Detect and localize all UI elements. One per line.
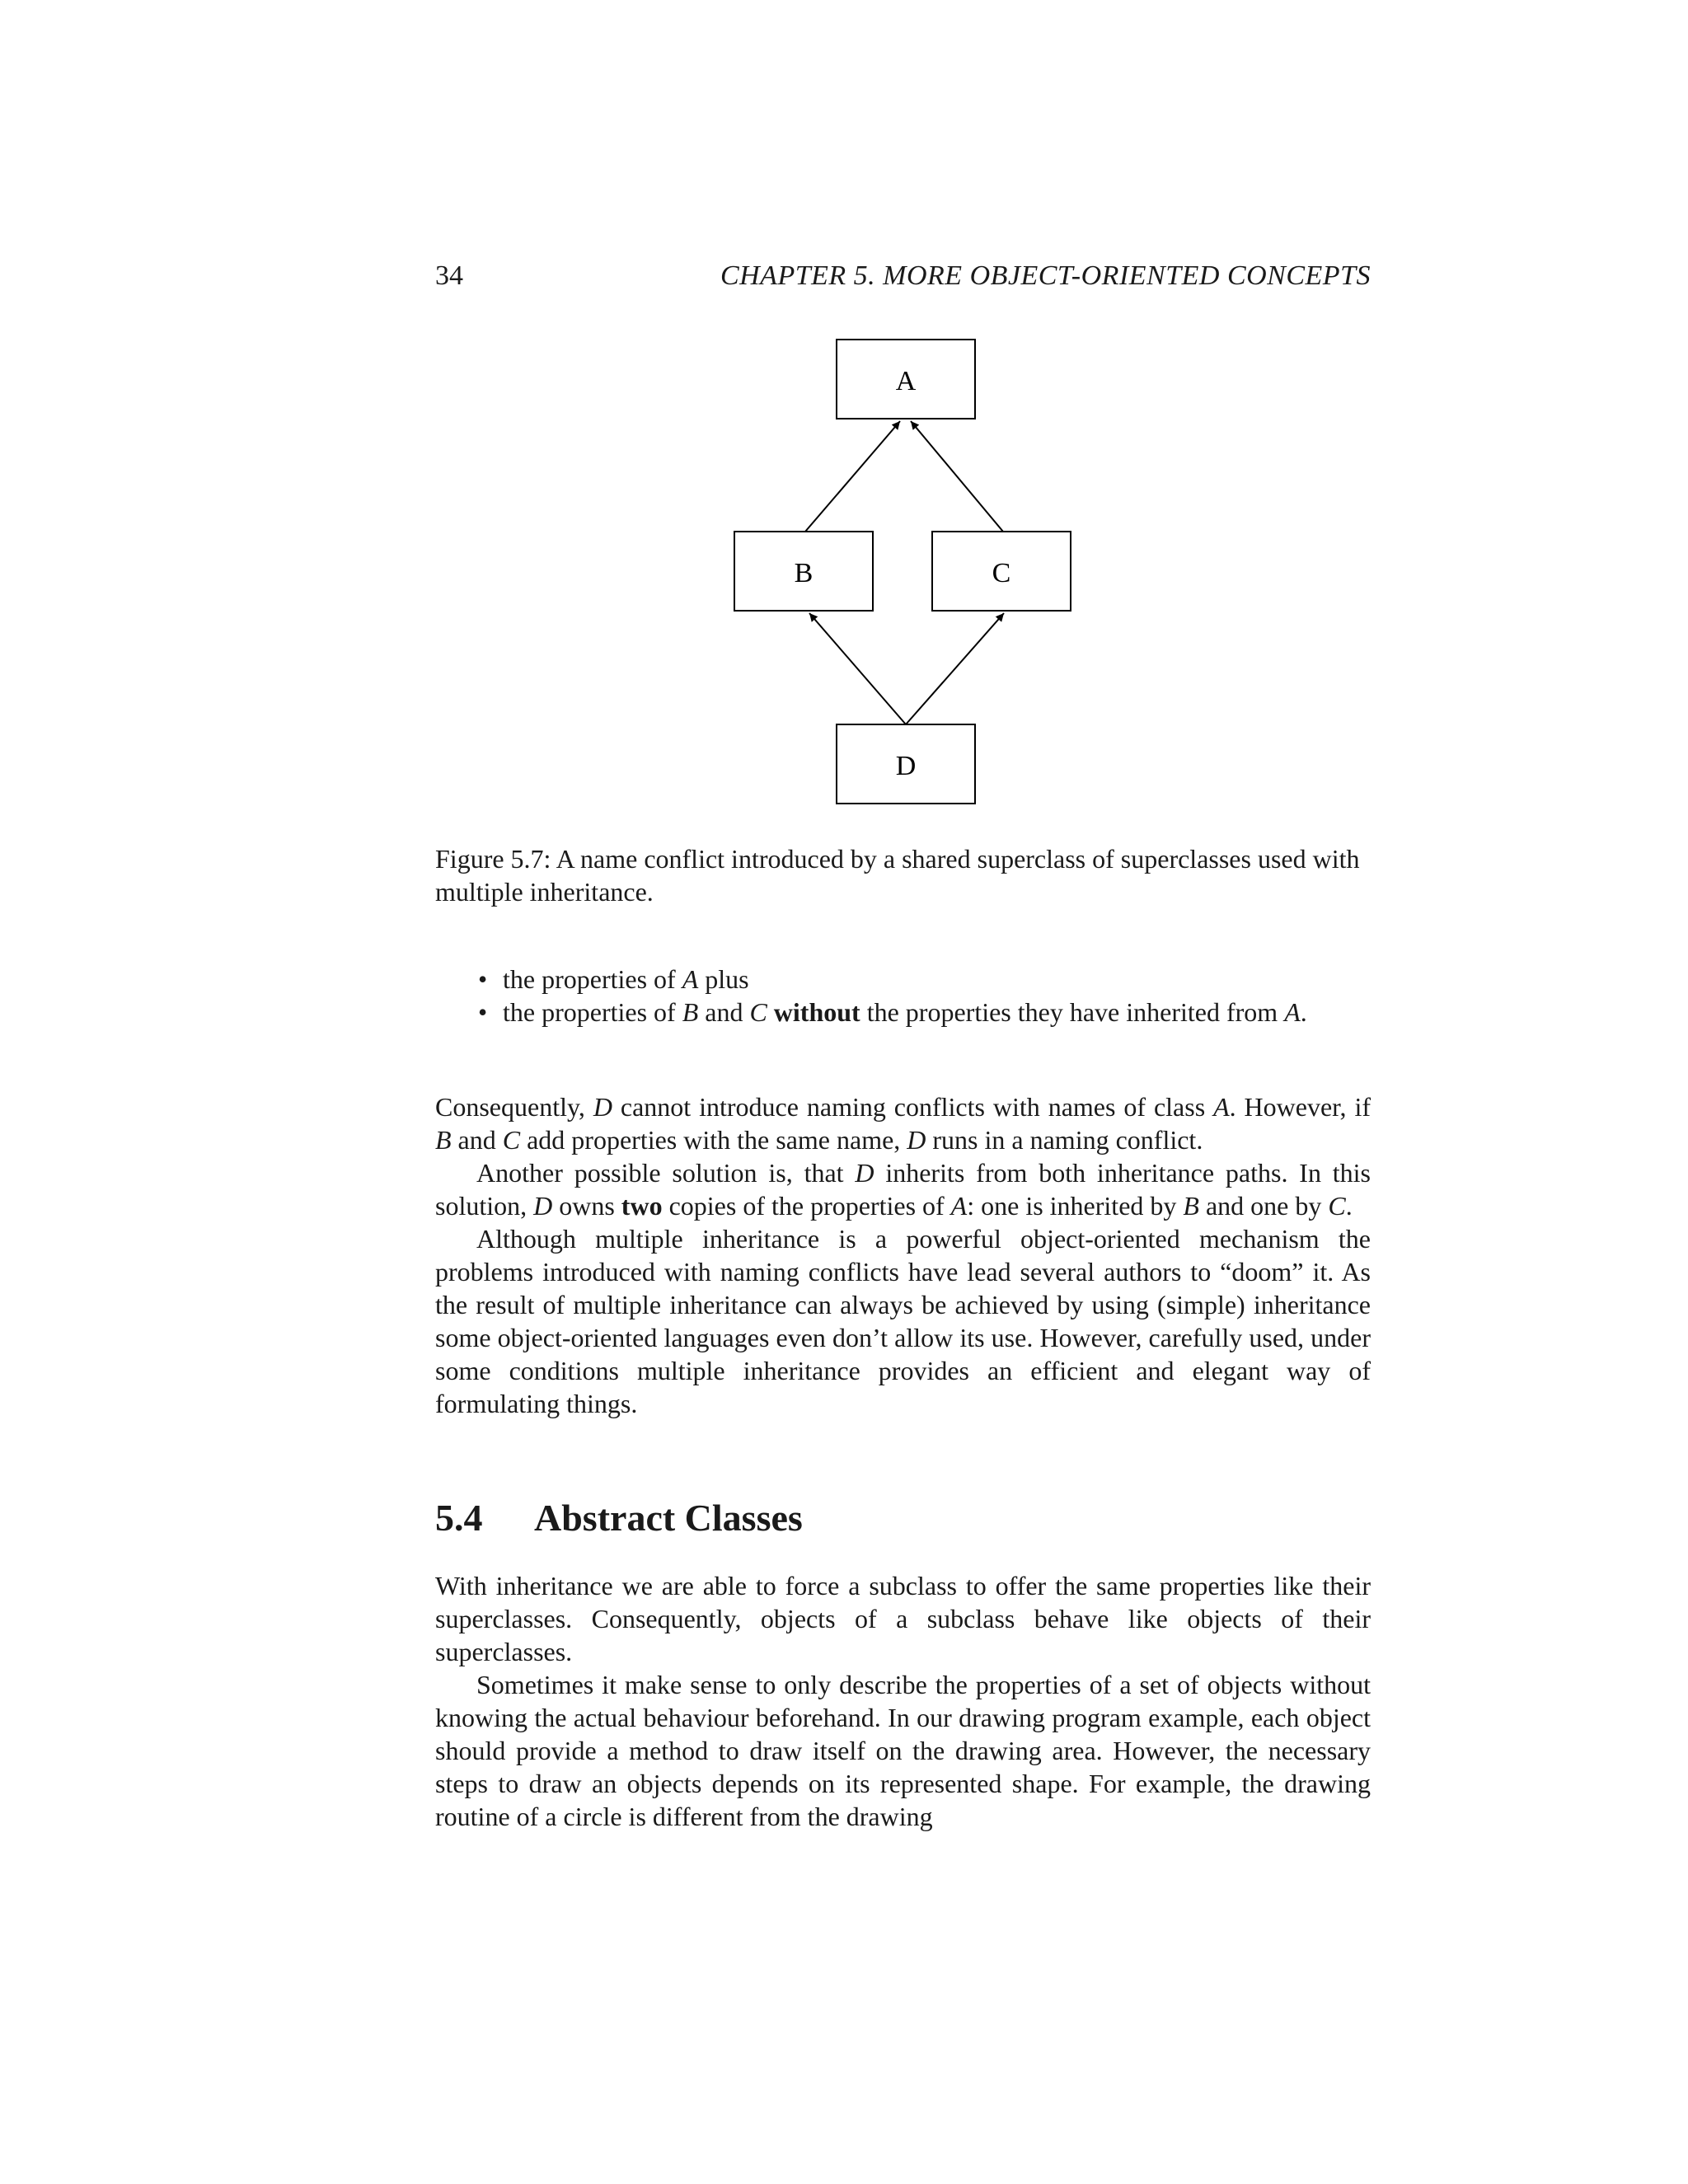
- paragraph: Another possible solution is, that D inherits from both inheritance paths. In this solution, D owns two copies of the properties of A: one is inherited by B and one by C.: [435, 1158, 1372, 1221]
- arrow-d-to-c: [906, 613, 1004, 724]
- chapter-title: CHAPTER 5. MORE OBJECT-ORIENTED CONCEPTS: [720, 260, 1371, 291]
- figure-caption: Figure 5.7: A name conflict introduced by a shared superclass of superclasses used with multiple inheritance.: [435, 844, 1360, 907]
- bullet-dot: •: [478, 997, 488, 1027]
- bullet-item: • the properties of A plus: [478, 964, 749, 994]
- paragraph: Sometimes it make sense to only describe the properties of a set of objects without knowing the actual behaviour beforehand. In our drawing program example, each object should provide a method to draw itself on the drawing area. However, the necessary steps to draw an objects depends on its represented shape. For example, the drawing routine of a circle is different from the drawing: [435, 1670, 1371, 1831]
- class-c-node: [932, 532, 1071, 611]
- page-number: 34: [435, 260, 463, 291]
- class-d-label: D: [895, 751, 917, 781]
- section-heading: [435, 1496, 803, 1545]
- class-a-node: [837, 340, 975, 419]
- arrow-d-to-b: [809, 613, 906, 724]
- bullet-list: [435, 963, 1371, 1029]
- paragraph: Although multiple inheritance is a powerful object-oriented mechanism the problems introduced with naming conflicts have lead several authors to “doom” it. As the result of multiple inheritance can always be achieved by using (simple) inheritance some object-oriented languages even don’t allow its use. However, carefully used, under some conditions multiple inheritance provides an efficient and elegant way of formulating things.: [435, 1224, 1371, 1418]
- bullet-dot: •: [478, 964, 488, 994]
- class-b-node: [734, 532, 873, 611]
- running-head: [435, 260, 1371, 300]
- body-text-before-section: [435, 1090, 1371, 1420]
- class-c-label: C: [992, 558, 1011, 588]
- arrow-b-to-a: [805, 421, 900, 532]
- paragraph: With inheritance we are able to force a subclass to offer the same properties like their superclasses. Consequently, objects of a subclass behave like objects of their superclasses.: [435, 1571, 1371, 1666]
- section-title: Abstract Classes: [534, 1497, 803, 1539]
- paragraph: Consequently, D cannot introduce naming conflicts with names of class A. However, if B and C add properties with the same name, D runs in a naming conflict.: [435, 1092, 1372, 1155]
- inheritance-diagram: [725, 334, 1088, 820]
- class-b-label: B: [794, 558, 814, 588]
- class-d-node: [837, 724, 975, 804]
- class-a-label: A: [895, 366, 917, 396]
- section-number: 5.4: [435, 1497, 483, 1539]
- bullet-item: • the properties of B and C without the properties they have inherited from A.: [478, 997, 1307, 1027]
- arrow-c-to-a: [911, 421, 1003, 532]
- body-text-after-section: [435, 1569, 1371, 1833]
